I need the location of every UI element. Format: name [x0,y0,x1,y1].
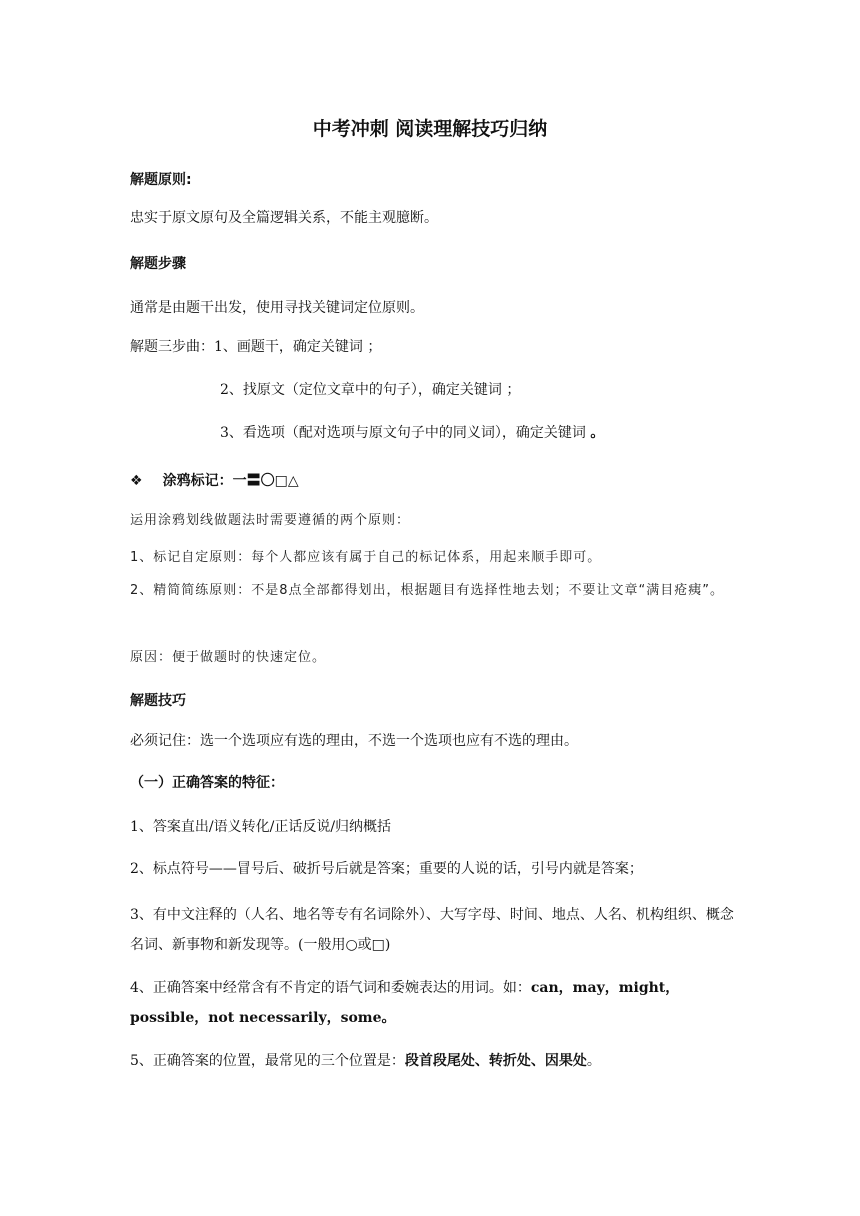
section-one-heading: （一）正确答案的特征： [130,775,284,791]
step-1: 解题三步曲：1、画题干，确定关键词 ； [130,339,382,355]
feature-item-4-words: can，may，might，possible，not necessarily，some。 [130,980,680,1026]
step-3-text: 3、看选项（配对选项与原文句子中的同义词），确定关键词 [220,425,586,441]
doodle-symbols: 一〓〇□△ [232,473,299,489]
steps-intro: 通常是由题干出发，使用寻找关键词定位原则。 [130,300,424,316]
feature-item-1: 1、答案直出/语义转化/正话反说/归纳概括 [130,819,392,835]
skills-remember: 必须记住：选一个选项应有选的理由，不选一个选项也应有不选的理由。 [130,733,578,749]
doodle-intro: 运用涂鸦划线做题法时需要遵循的两个原则： [130,513,411,528]
feature-item-2: 2、标点符号——冒号后、破折号后就是答案；重要的人说的话，引号内就是答案； [130,861,643,877]
feature-item-4 [130,973,735,1033]
feature-item-5 [130,1050,601,1070]
doodle-heading: 涂鸦标记： [162,473,233,489]
principle-text: 忠实于原文原句及全篇逻辑关系，不能主观臆断。 [130,210,438,226]
steps-heading: 解题步骤 [130,256,186,272]
feature-item-5-text: 5、正确答案的位置，最常见的三个位置是： [130,1053,405,1069]
feature-item-4-text: 4、正确答案中经常含有不肯定的语气词和委婉表达的用词。如： [130,980,531,996]
step-2: 2、找原文（定位文章中的句子），确定关键词 ； [220,382,521,398]
step-3 [220,422,604,442]
skills-heading: 解题技巧 [130,693,186,709]
feature-item-5-positions: 段首段尾处、转折处、因果处 [404,1053,587,1069]
principle-heading: 解题原则: [130,172,192,188]
doodle-rule-1: 1、标记自定原则：每个人都应该有属于自己的标记体系，用起来顺手即可。 [130,550,602,565]
feature-item-3: 3、有中文注释的（人名、地名等专有名词除外）、大写字母、时间、地点、人名、机构组织、概念名词、新事物和新发现等。(一般用○或□) [130,907,734,953]
doodle-heading-line [130,470,299,490]
step-3-end: 。 [590,425,605,441]
doodle-reason: 原因：便于做题时的快速定位。 [130,650,327,665]
page-title: 中考冲刺 阅读理解技巧归纳 [312,118,548,140]
doodle-rule-2: 2、精简简练原则：不是8点全部都得划出，根据题目有选择性地去划；不要让文章“满目疮痍”。 [130,583,725,598]
feature-item-5-end: 。 [586,1053,601,1069]
diamond-bullet-icon: ❖ [130,473,143,489]
